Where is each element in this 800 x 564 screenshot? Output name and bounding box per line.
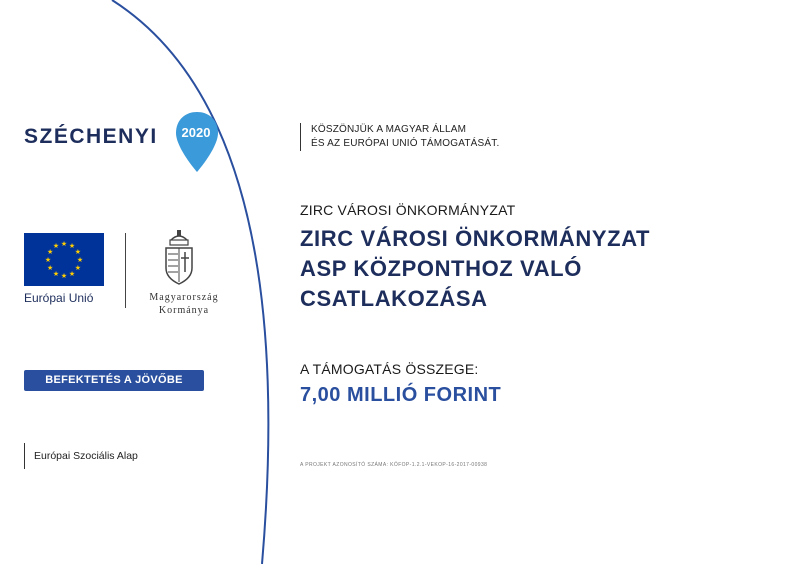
- invest-badge: BEFEKTETÉS A JÖVŐBE: [24, 370, 204, 391]
- government-label: [136, 291, 232, 317]
- map-pin-icon: [174, 110, 220, 180]
- thanks-line-2: ÉS AZ EURÓPAI UNIÓ TÁMOGATÁSÁT.: [311, 138, 500, 149]
- eu-star-icon: ★: [60, 273, 68, 280]
- organization-name: ZIRC VÁROSI ÖNKORMÁNYZAT: [300, 202, 516, 218]
- eu-star-icon: ★: [68, 270, 76, 278]
- eu-star-icon: ★: [46, 265, 54, 272]
- project-title-line-3: CSATLAKOZÁSA: [300, 286, 488, 311]
- project-reference: A PROJEKT AZONOSÍTÓ SZÁMA: KÖFOP-1.2.1-VEKOP-16-2017-00938: [300, 462, 488, 468]
- eu-star-icon: ★: [52, 270, 60, 278]
- eu-star-icon: ★: [60, 241, 68, 248]
- eu-star-icon: ★: [68, 243, 76, 251]
- eu-star-icon: ★: [44, 257, 52, 264]
- eu-star-icon: ★: [46, 249, 54, 256]
- thanks-line-1: KÖSZÖNJÜK A MAGYAR ÁLLAM: [311, 124, 467, 135]
- eu-star-icon: ★: [74, 265, 82, 272]
- eu-flag-icon: [24, 233, 104, 286]
- thanks-text: [300, 123, 499, 151]
- szechenyi-year: 2020: [181, 125, 211, 140]
- eu-star-icon: ★: [76, 257, 84, 264]
- project-title-line-1: ZIRC VÁROSI ÖNKORMÁNYZAT: [300, 226, 651, 251]
- support-label: A TÁMOGATÁS ÖSSZEGE:: [300, 361, 479, 377]
- project-title: [300, 224, 650, 314]
- project-title-line-2: ASP KÖZPONTHOZ VALÓ: [300, 256, 582, 281]
- logo-divider: [125, 233, 126, 308]
- eu-star-icon: ★: [74, 249, 82, 256]
- eu-star-icon: ★: [52, 243, 60, 251]
- szechenyi-word: SZÉCHENYI: [24, 125, 158, 148]
- fund-label: Európai Szociális Alap: [24, 443, 138, 469]
- support-amount: 7,00 MILLIÓ FORINT: [300, 384, 502, 406]
- government-line-1: Magyarország: [149, 292, 219, 303]
- hungarian-crest-icon: [162, 228, 196, 286]
- government-line-2: Kormánya: [158, 305, 210, 316]
- eu-label: Európai Unió: [24, 291, 94, 305]
